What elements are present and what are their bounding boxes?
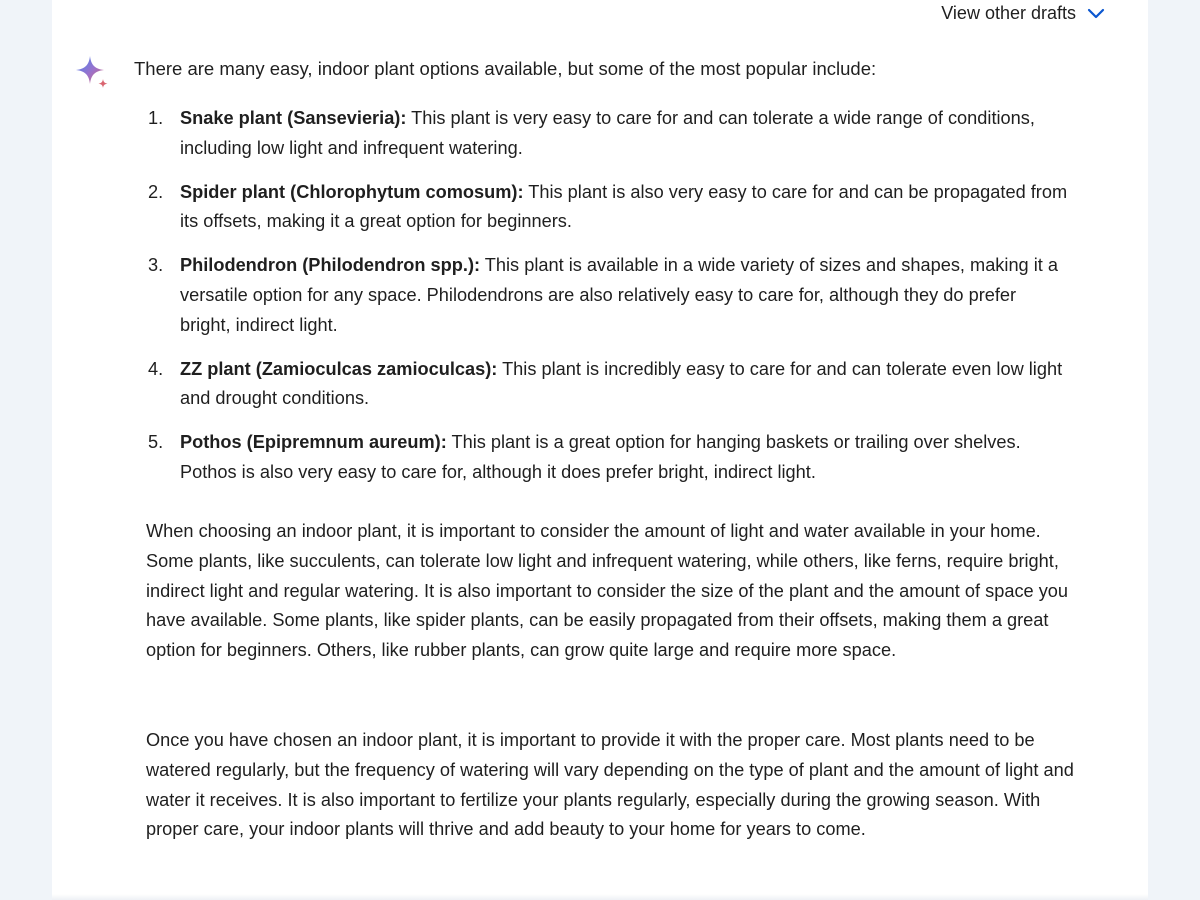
- list-item-title: ZZ plant (Zamioculcas zamioculcas):: [180, 358, 498, 379]
- view-other-drafts-button[interactable]: [941, 3, 1106, 24]
- chevron-down-icon: [1086, 7, 1106, 21]
- sparkle-icon: [74, 54, 112, 92]
- view-other-drafts-label: View other drafts: [941, 3, 1076, 23]
- list-item-title: Snake plant (Sansevieria):: [180, 108, 407, 128]
- card-bottom-edge: [52, 894, 1148, 900]
- list-item-number: 2.: [148, 181, 164, 202]
- response-paragraph-choosing: When choosing an indoor plant, it is important to consider the amount of light and water available in your home. Some plants, like succulents, can tolerate low light and infrequent watering, while others, like ferns, require bright, indirect light and regular watering. It is also important to consider the size of the plant and the amount of space you have available. Some plants, like spider plants, can be easily propagated from their offsets, making them a great option for beginners. Others, like rubber plants, can grow quite large and require more space.: [146, 521, 1069, 661]
- list-item-text: This plant is very easy to care for and can tolerate a wide range of conditions, including low light and infrequent watering.: [180, 108, 1035, 158]
- list-item-title: Pothos (Epipremnum aureum):: [180, 432, 447, 453]
- response-paragraph-care: Once you have chosen an indoor plant, it is important to provide it with the proper care. Most plants need to be watered regularly, but the frequency of watering will vary depending on the type of plant and the amount of light and water it receives. It is also important to fertilize your plants regularly, especially during the growing season. With proper care, your indoor plants will thrive and add beauty to your home for years to come.: [146, 730, 1074, 840]
- list-item-number: 5.: [148, 432, 164, 453]
- list-item-title: Philodendron (Philodendron spp.):: [180, 255, 481, 276]
- list-item-text: This plant is a great option for hanging baskets or trailing over shelves. Pothos is also very easy to care for, although it does prefer bright, indirect light.: [180, 432, 1021, 482]
- list-item-number: 3.: [148, 255, 164, 276]
- list-item: [148, 355, 1068, 414]
- list-item: [148, 428, 1068, 487]
- list-item-title: Spider plant (Chlorophytum comosum):: [180, 181, 524, 202]
- response-card: [52, 0, 1148, 900]
- list-item: [148, 251, 1068, 340]
- list-item-number: 4.: [148, 358, 164, 379]
- list-item-text: This plant is also very easy to care for and can be propagated from its offsets, making it a great option for beginners.: [180, 181, 1068, 232]
- list-item-text: This plant is incredibly easy to care for and can tolerate even low light and drought conditions.: [180, 358, 1063, 409]
- response-intro: There are many easy, indoor plant options available, but some of the most popular include:: [134, 58, 877, 79]
- list-item-text: This plant is available in a wide variety of sizes and shapes, making it a versatile option for any space. Philodendrons are also relatively easy to care for, although they do prefer bright, indirect light.: [180, 255, 1058, 335]
- list-item: [148, 178, 1068, 237]
- list-item: [148, 104, 1068, 163]
- plant-list: [148, 104, 1068, 502]
- list-item-number: 1.: [148, 108, 164, 128]
